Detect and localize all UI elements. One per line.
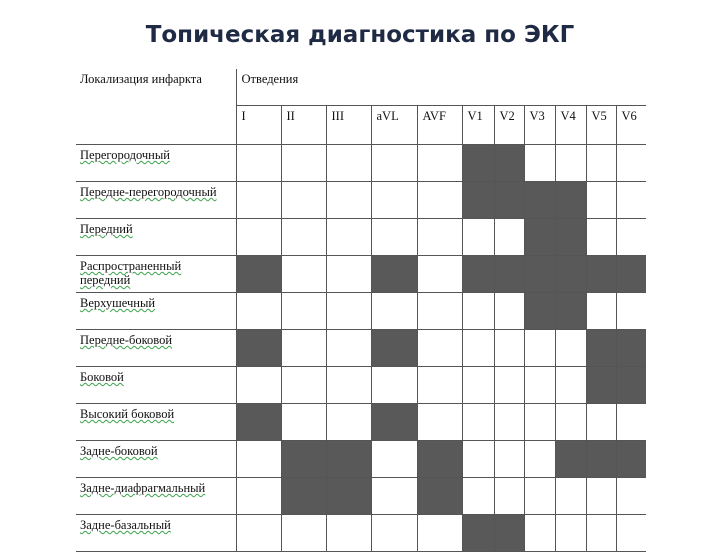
table-row	[76, 404, 646, 441]
localization-label-text: Боковой	[80, 370, 124, 384]
cell-avf-filled	[417, 441, 462, 478]
cell-v3-empty	[524, 478, 555, 515]
cell-v1-empty	[462, 441, 494, 478]
cell-v2-empty	[494, 219, 524, 256]
cell-avf-empty	[417, 293, 462, 330]
cell-v2-empty	[494, 367, 524, 404]
cell-avl-empty	[371, 515, 417, 552]
cell-v5-filled	[586, 330, 616, 367]
cell-iii-empty	[326, 145, 371, 182]
cell-ii-empty	[281, 367, 326, 404]
cell-v5-empty	[586, 145, 616, 182]
cell-v2-filled	[494, 182, 524, 219]
cell-v4-filled	[555, 293, 586, 330]
cell-ii-empty	[281, 515, 326, 552]
localization-label-text: Задне-диафрагмальный	[80, 481, 206, 495]
table-row	[76, 293, 646, 330]
cell-avl-empty	[371, 145, 417, 182]
cell-v5-empty	[586, 515, 616, 552]
cell-v5-filled	[586, 367, 616, 404]
cell-v1-filled	[462, 182, 494, 219]
cell-ii-empty	[281, 182, 326, 219]
cell-i-empty	[236, 293, 281, 330]
lead-header-v4: V4	[555, 106, 586, 145]
lead-header-v2: V2	[494, 106, 524, 145]
cell-v3-empty	[524, 367, 555, 404]
cell-v1-empty	[462, 367, 494, 404]
cell-ii-empty	[281, 219, 326, 256]
cell-avf-empty	[417, 367, 462, 404]
localization-label-text: Перегородочный	[80, 148, 170, 162]
cell-ii-empty	[281, 293, 326, 330]
localization-header: Локализация инфаркта	[76, 69, 236, 106]
cell-v2-empty	[494, 404, 524, 441]
cell-v3-empty	[524, 441, 555, 478]
cell-v3-empty	[524, 145, 555, 182]
lead-header-v1: V1	[462, 106, 494, 145]
cell-avf-empty	[417, 182, 462, 219]
cell-i-empty	[236, 515, 281, 552]
cell-v2-filled	[494, 256, 524, 293]
cell-v1-filled	[462, 256, 494, 293]
cell-v6-filled	[616, 441, 646, 478]
cell-v5-empty	[586, 182, 616, 219]
cell-v5-empty	[586, 404, 616, 441]
cell-v6-filled	[616, 330, 646, 367]
cell-avl-empty	[371, 182, 417, 219]
cell-ii-empty	[281, 404, 326, 441]
cell-v6-filled	[616, 256, 646, 293]
cell-iii-empty	[326, 515, 371, 552]
cell-iii-empty	[326, 367, 371, 404]
cell-v4-empty	[555, 145, 586, 182]
cell-v5-empty	[586, 219, 616, 256]
cell-v4-filled	[555, 441, 586, 478]
cell-avl-empty	[371, 219, 417, 256]
cell-v1-empty	[462, 293, 494, 330]
localization-label	[76, 182, 236, 219]
cell-v4-filled	[555, 182, 586, 219]
cell-v6-empty	[616, 182, 646, 219]
cell-v3-empty	[524, 330, 555, 367]
cell-avf-empty	[417, 219, 462, 256]
cell-v1-filled	[462, 145, 494, 182]
table-row	[76, 367, 646, 404]
lead-header-avl: aVL	[371, 106, 417, 145]
cell-i-empty	[236, 145, 281, 182]
lead-header-i: I	[236, 106, 281, 145]
localization-label	[76, 219, 236, 256]
cell-iii-filled	[326, 478, 371, 515]
localization-label	[76, 145, 236, 182]
cell-iii-empty	[326, 219, 371, 256]
table-row	[76, 441, 646, 478]
cell-v3-filled	[524, 182, 555, 219]
cell-iii-filled	[326, 441, 371, 478]
page-title: Топическая диагностика по ЭКГ	[145, 22, 575, 48]
table-body	[76, 145, 646, 552]
cell-avf-empty	[417, 515, 462, 552]
cell-i-filled	[236, 404, 281, 441]
localization-label-text: Высокий боковой	[80, 407, 175, 421]
cell-ii-empty	[281, 256, 326, 293]
cell-ii-empty	[281, 330, 326, 367]
cell-avl-empty	[371, 478, 417, 515]
cell-i-empty	[236, 478, 281, 515]
cell-v5-filled	[586, 256, 616, 293]
cell-v5-filled	[586, 441, 616, 478]
table-row	[76, 330, 646, 367]
cell-v2-filled	[494, 515, 524, 552]
lead-header-row	[76, 106, 646, 145]
localization-label-text: Передне-боковой	[80, 333, 173, 347]
table-row	[76, 515, 646, 552]
localization-label-text: Передне-перегородочный	[80, 185, 217, 199]
cell-i-filled	[236, 256, 281, 293]
cell-v6-empty	[616, 145, 646, 182]
localization-label	[76, 478, 236, 515]
table-row	[76, 219, 646, 256]
localization-header-continued	[76, 106, 236, 145]
lead-header-ii: II	[281, 106, 326, 145]
lead-header-avf: AVF	[417, 106, 462, 145]
localization-label	[76, 367, 236, 404]
table-row	[76, 145, 646, 182]
cell-iii-empty	[326, 330, 371, 367]
localization-label	[76, 293, 236, 330]
cell-v6-empty	[616, 515, 646, 552]
cell-v3-filled	[524, 293, 555, 330]
cell-v2-empty	[494, 441, 524, 478]
cell-v5-empty	[586, 293, 616, 330]
cell-v3-filled	[524, 219, 555, 256]
localization-label-text: Задне-боковой	[80, 444, 158, 458]
cell-v3-empty	[524, 404, 555, 441]
cell-ii-empty	[281, 145, 326, 182]
cell-avf-empty	[417, 145, 462, 182]
cell-v6-filled	[616, 367, 646, 404]
localization-label-text: Распространенный передний	[80, 259, 182, 287]
cell-v1-filled	[462, 515, 494, 552]
cell-i-empty	[236, 441, 281, 478]
localization-label	[76, 441, 236, 478]
cell-ii-filled	[281, 478, 326, 515]
cell-v4-empty	[555, 367, 586, 404]
cell-v1-empty	[462, 478, 494, 515]
cell-v6-empty	[616, 219, 646, 256]
cell-v6-empty	[616, 478, 646, 515]
cell-avl-filled	[371, 330, 417, 367]
cell-v2-empty	[494, 478, 524, 515]
lead-header-v6: V6	[616, 106, 646, 145]
cell-v6-empty	[616, 293, 646, 330]
cell-iii-empty	[326, 256, 371, 293]
cell-v4-empty	[555, 404, 586, 441]
localization-label	[76, 515, 236, 552]
cell-ii-filled	[281, 441, 326, 478]
table-row	[76, 478, 646, 515]
cell-avl-filled	[371, 404, 417, 441]
cell-avl-empty	[371, 367, 417, 404]
localization-label-text: Задне-базальный	[80, 518, 171, 532]
cell-i-filled	[236, 330, 281, 367]
cell-v1-empty	[462, 404, 494, 441]
cell-avl-empty	[371, 293, 417, 330]
cell-avf-empty	[417, 330, 462, 367]
lead-header-iii: III	[326, 106, 371, 145]
cell-v4-filled	[555, 219, 586, 256]
cell-avl-empty	[371, 441, 417, 478]
cell-v2-filled	[494, 145, 524, 182]
cell-v6-empty	[616, 404, 646, 441]
cell-v5-empty	[586, 478, 616, 515]
cell-iii-empty	[326, 293, 371, 330]
lead-header-v3: V3	[524, 106, 555, 145]
localization-label	[76, 330, 236, 367]
cell-avl-filled	[371, 256, 417, 293]
localization-label	[76, 256, 236, 293]
cell-v1-empty	[462, 219, 494, 256]
cell-v3-empty	[524, 515, 555, 552]
leads-header: Отведения	[236, 69, 646, 106]
cell-avf-empty	[417, 256, 462, 293]
lead-header-v5: V5	[586, 106, 616, 145]
cell-i-empty	[236, 219, 281, 256]
cell-avf-filled	[417, 478, 462, 515]
cell-avf-empty	[417, 404, 462, 441]
cell-v2-empty	[494, 330, 524, 367]
cell-i-empty	[236, 182, 281, 219]
cell-v4-empty	[555, 330, 586, 367]
localization-label-text: Передний	[80, 222, 133, 236]
cell-v4-filled	[555, 256, 586, 293]
table-row	[76, 182, 646, 219]
cell-iii-empty	[326, 404, 371, 441]
cell-iii-empty	[326, 182, 371, 219]
cell-v1-empty	[462, 330, 494, 367]
cell-i-empty	[236, 367, 281, 404]
cell-v4-empty	[555, 478, 586, 515]
cell-v2-empty	[494, 293, 524, 330]
cell-v4-empty	[555, 515, 586, 552]
cell-v3-filled	[524, 256, 555, 293]
ecg-localization-table	[76, 69, 646, 552]
localization-label	[76, 404, 236, 441]
localization-label-text: Верхушечный	[80, 296, 156, 310]
table-row	[76, 256, 646, 293]
